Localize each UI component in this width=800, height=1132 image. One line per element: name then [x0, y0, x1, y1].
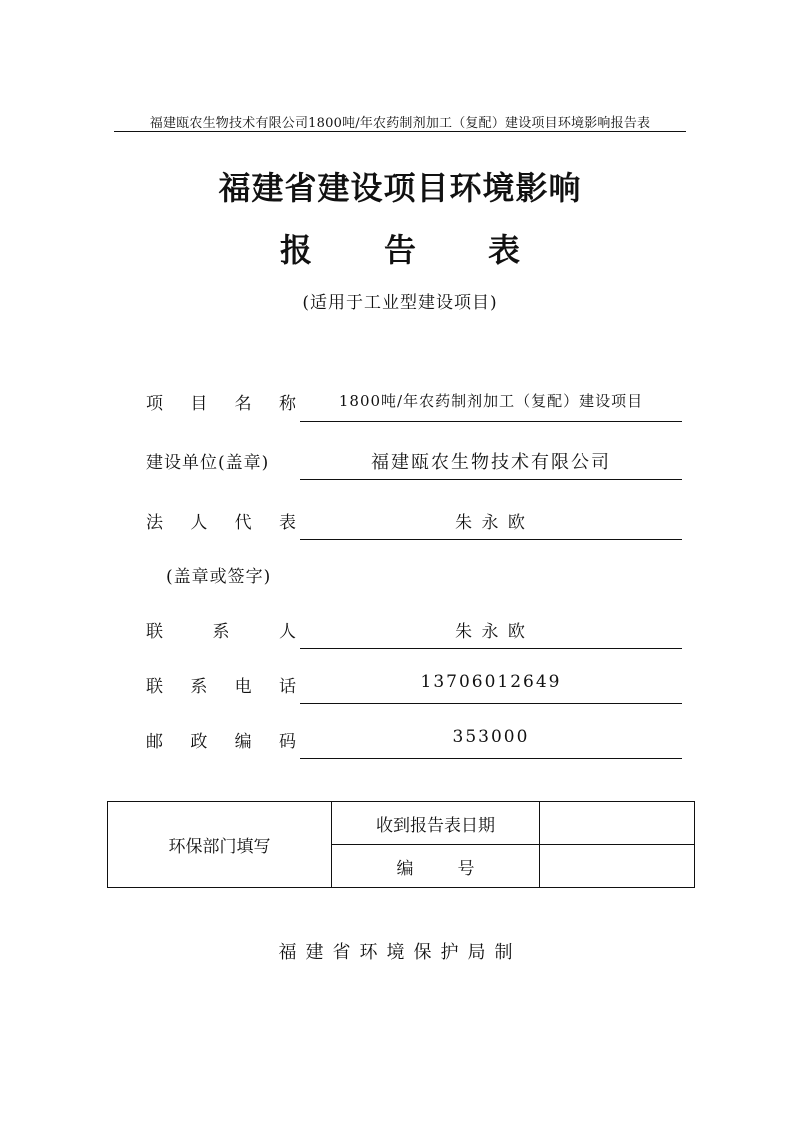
- label-contact-person: 联 系 人: [146, 622, 296, 642]
- label-phone: 联 系 电 话: [146, 677, 296, 697]
- value-legal-representative: 朱 永 欧: [455, 513, 527, 533]
- sub-title: [0, 225, 800, 271]
- env-dept-label: 环保部门填写: [108, 802, 332, 888]
- value-contact-person: 朱 永 欧: [455, 622, 527, 642]
- rule-project-name: [300, 421, 682, 422]
- scope-note: (适用于工业型建设项目): [302, 293, 498, 313]
- sub-title-char: 告: [383, 231, 416, 269]
- value-project-name: 1800吨/年农药制剂加工（复配）建设项目: [338, 392, 644, 410]
- main-title: 福建省建设项目环境影响: [218, 169, 582, 207]
- rule-legal-representative: [300, 539, 682, 540]
- value-construction-unit: 福建瓯农生物技术有限公司: [371, 452, 611, 473]
- rule-phone: [300, 703, 682, 704]
- rule-postal-code: [300, 758, 682, 759]
- value-postal-code: 353000: [452, 727, 530, 747]
- rule-construction-unit: [300, 479, 682, 480]
- label-project-name: 项 目 名 称: [146, 394, 296, 414]
- sign-note: (盖章或签字): [166, 567, 272, 587]
- label-construction-unit: 建设单位(盖章): [146, 453, 270, 473]
- header-rule: [114, 131, 686, 132]
- label-postal-code: 邮 政 编 码: [146, 732, 296, 752]
- sub-title-char: 表: [488, 231, 521, 269]
- label-legal-representative: 法 人 代 表: [146, 513, 296, 533]
- running-header: 福建瓯农生物技术有限公司1800吨/年农药制剂加工（复配）建设项目环境影响报告表: [149, 116, 651, 131]
- number-cell[interactable]: [540, 845, 695, 888]
- number-label: 编 号: [332, 845, 540, 888]
- value-phone: 13706012649: [420, 672, 562, 692]
- sub-title-char: 报: [279, 231, 312, 269]
- rule-contact-person: [300, 648, 682, 649]
- received-date-label: 收到报告表日期: [332, 802, 540, 845]
- footer-issuer: 福建省环境保护局制: [278, 942, 522, 963]
- env-dept-table: [107, 801, 695, 888]
- received-date-cell[interactable]: [540, 802, 695, 845]
